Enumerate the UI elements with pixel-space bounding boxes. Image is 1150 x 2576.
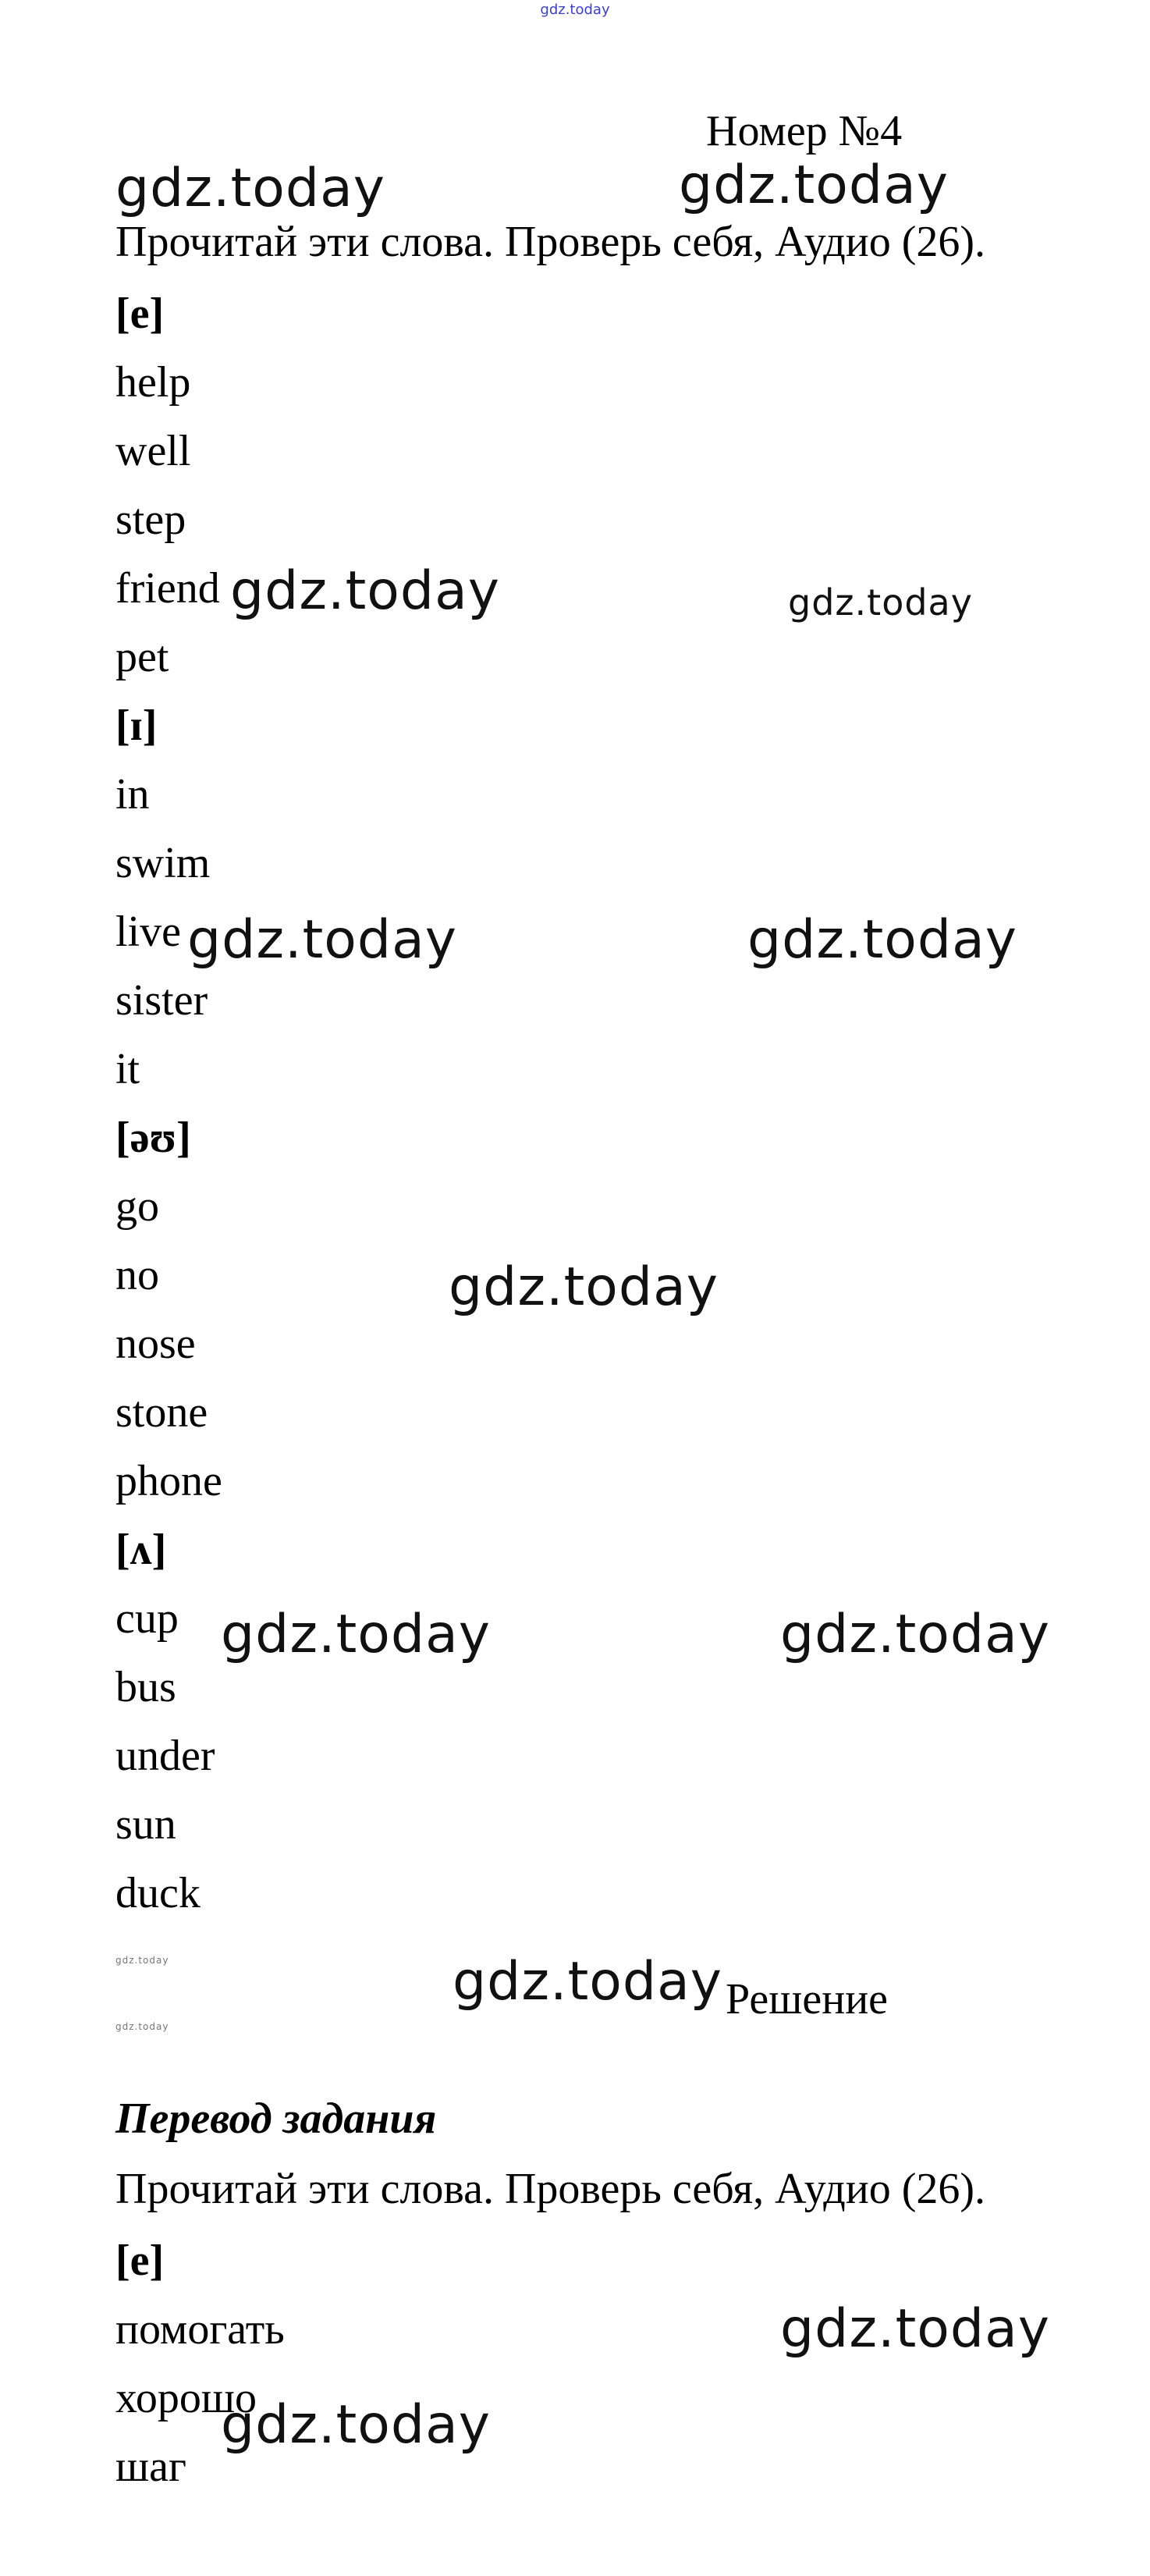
watermark: gdz.today (221, 1604, 491, 1665)
word-item: хорошо (115, 2374, 257, 2422)
phoneme-heading: [ɪ] (115, 702, 158, 750)
watermark: gdz.today (679, 155, 949, 216)
watermark: gdz.today (221, 2394, 491, 2456)
solution-label: Решение (726, 1975, 889, 2023)
translation-title: Перевод задания (115, 2095, 437, 2143)
word-item: go (115, 1182, 159, 1231)
word-item: in (115, 770, 150, 819)
word-item: swim (115, 839, 211, 887)
word-item: sister (115, 976, 208, 1025)
word-item: pet (115, 633, 169, 681)
word-item: no (115, 1251, 159, 1299)
word-item: sun (115, 1800, 176, 1849)
page-title: Номер №4 (706, 107, 903, 155)
watermark: gdz.today (788, 581, 973, 624)
watermark: gdz.today (115, 1955, 169, 1966)
watermark: gdz.today (453, 1951, 722, 2013)
watermark: gdz.today (780, 2298, 1050, 2360)
word-item: cup (115, 1594, 179, 1643)
word-item: помогать (115, 2305, 285, 2354)
top-watermark: gdz.today (540, 2, 610, 18)
watermark: gdz.today (187, 909, 457, 971)
watermark: gdz.today (747, 909, 1017, 971)
translation-word-list (115, 2226, 285, 2501)
task-instruction: Прочитай эти слова. Проверь себя, Аудио (26). (115, 218, 986, 266)
word-item: friend (115, 564, 220, 613)
word-item: phone (115, 1457, 222, 1505)
phoneme-heading: [e] (115, 290, 165, 338)
phoneme-heading: [ʌ] (115, 1526, 167, 1574)
watermark: gdz.today (449, 1256, 719, 1318)
word-item: stone (115, 1388, 208, 1437)
word-item: bus (115, 1663, 176, 1711)
word-item: step (115, 496, 186, 544)
word-item: nose (115, 1320, 196, 1368)
word-item: help (115, 358, 191, 407)
word-item: duck (115, 1869, 201, 1917)
word-item: under (115, 1732, 215, 1780)
watermark: gdz.today (780, 1604, 1050, 1665)
phoneme-heading: [e] (115, 2237, 165, 2285)
phoneme-heading: [əʊ] (115, 1114, 191, 1162)
watermark: gdz.today (230, 560, 500, 622)
word-item: it (115, 1045, 140, 1093)
translation-instruction: Прочитай эти слова. Проверь себя, Аудио (26). (115, 2165, 986, 2213)
word-item: well (115, 427, 191, 475)
word-item: live (115, 908, 181, 956)
watermark: gdz.today (115, 2021, 169, 2032)
word-item: шаг (115, 2443, 186, 2491)
word-list (115, 279, 222, 1928)
watermark: gdz.today (115, 158, 385, 219)
